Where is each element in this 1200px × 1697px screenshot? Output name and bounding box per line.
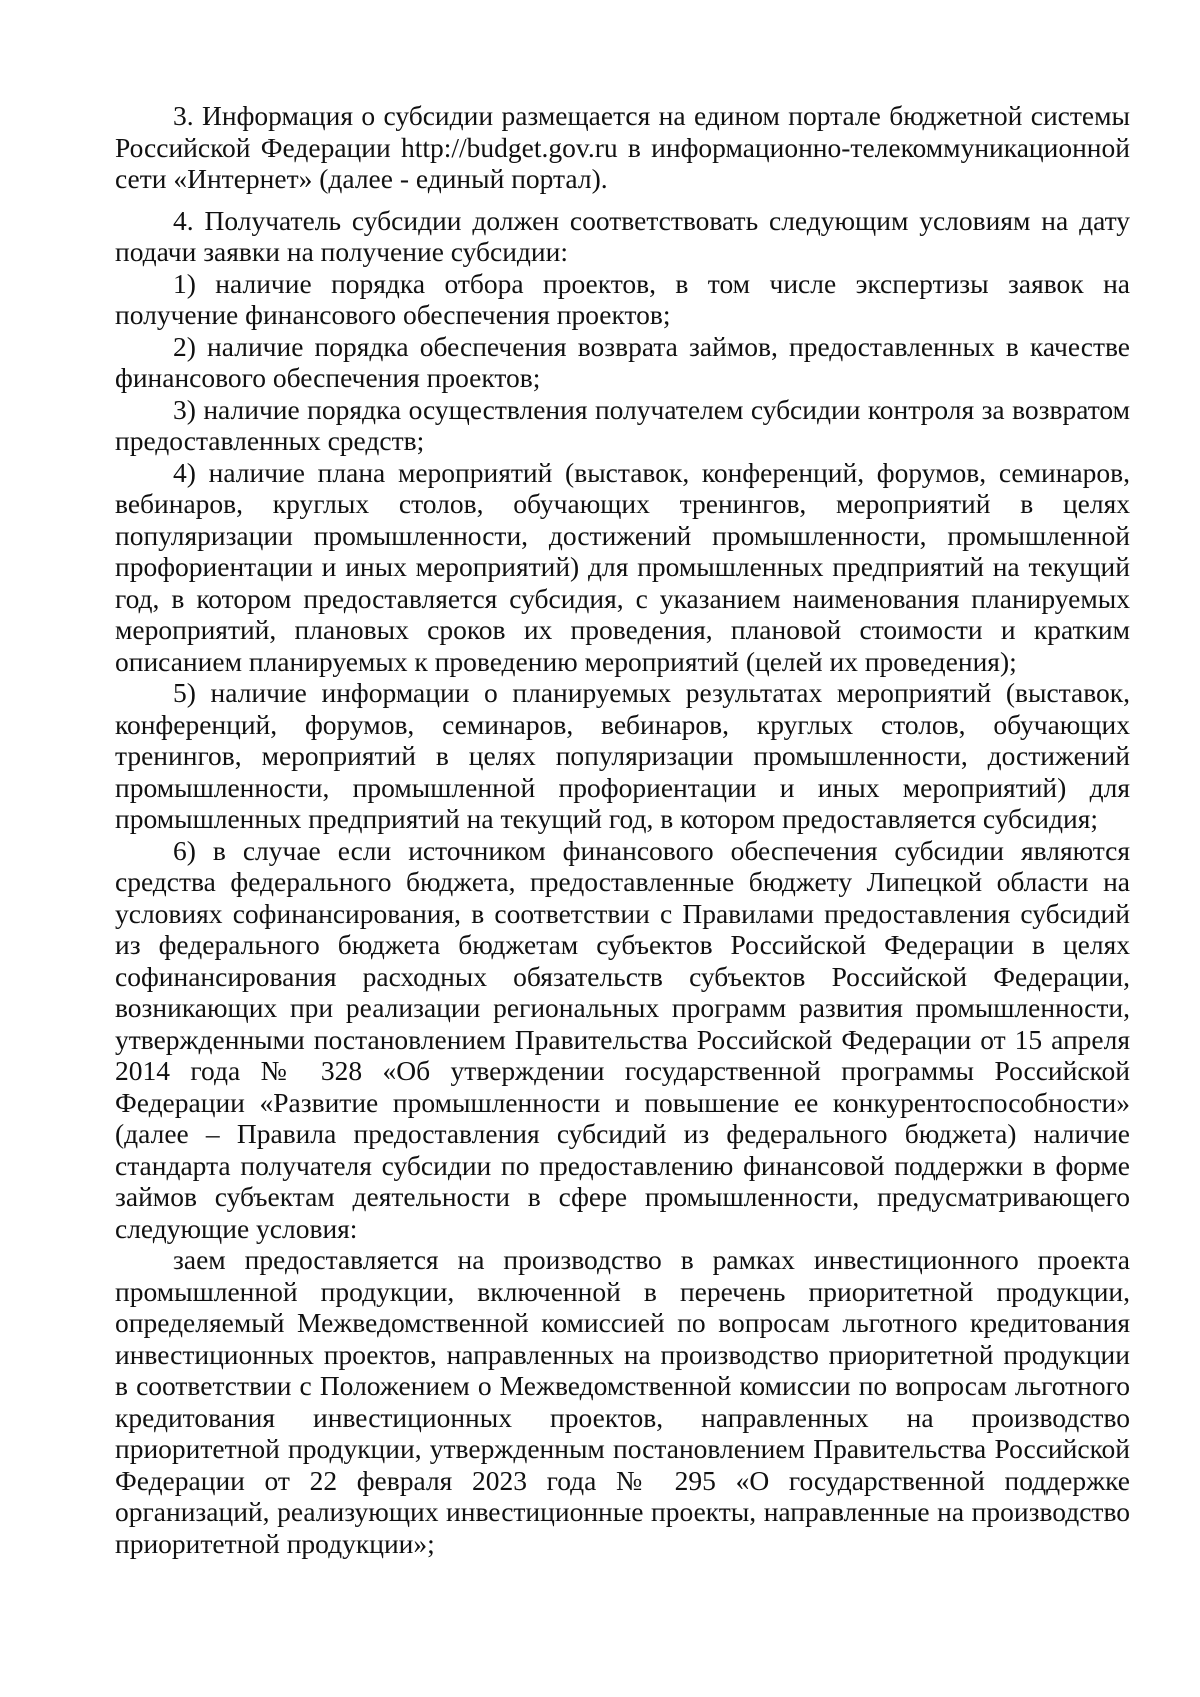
list-item-5: 5) наличие информации о планируемых результатах мероприятий (выставок, конференций, форумов, семинаров, вебинаров, круглых столов, обучающих тренингов, мероприятий в целях популяризации промышленности, достижений промышленности, промышленной профориентации и иных мероприятий) для промышленных предприятий на текущий год, в котором предоставляется субсидия; [115,677,1130,834]
paragraph-3-info: 3. Информация о субсидии размещается на едином портале бюджетной системы Российской Федерации http://budget.gov.ru в информационно-телекоммуникационной сети «Интернет» (далее - единый портал). [115,100,1130,194]
list-item-6: 6) в случае если источником финансового обеспечения субсидии являются средства федерального бюджета, предоставленные бюджету Липецкой области на условиях софинансирования, в соответствии с Правилами предоставления субсидий из федерального бюджета бюджетам субъектов Российской Федерации в целях софинансирования расходных обязательств субъектов Российской Федерации, возникающих при реализации региональных программ развития промышленности, утвержденными постановлением Правительства Российской Федерации от 15 апреля 2014 года № 328 «Об утверждении государственной программы Российской Федерации «Развитие промышленности и повышение ее конкурентоспособности» (далее – Правила предоставления субсидий из федерального бюджета) наличие стандарта получателя субсидии по предоставлению финансовой поддержки в форме займов субъектам деятельности в сфере промышленности, предусматривающего следующие условия: [115,834,1130,1244]
paragraph-4-conditions: 4. Получатель субсидии должен соответствовать следующим условиям на дату подачи заявки на получение субсидии: [115,204,1130,267]
list-item-2: 2) наличие порядка обеспечения возврата займов, предоставленных в качестве финансового обеспечения проектов; [115,330,1130,393]
list-item-1: 1) наличие порядка отбора проектов, в том числе экспертизы заявок на получение финансового обеспечения проектов; [115,267,1130,330]
list-item-3: 3) наличие порядка осуществления получателем субсидии контроля за возвратом предоставленных средств; [115,393,1130,456]
loan-condition-paragraph: заем предоставляется на производство в рамках инвестиционного проекта промышленной продукции, включенной в перечень приоритетной продукции, определяемый Межведомственной комиссией по вопросам льготного кредитования инвестиционных проектов, направленных на производство приоритетной продукции в соответствии с Положением о Межведомственной комиссии по вопросам льготного кредитования инвестиционных проектов, направленных на производство приоритетной продукции, утвержденным постановлением Правительства Российской Федерации от 22 февраля 2023 года № 295 «О государственной поддержке организаций, реализующих инвестиционные проекты, направленные на производство приоритетной продукции»; [115,1244,1130,1559]
list-item-4: 4) наличие плана мероприятий (выставок, конференций, форумов, семинаров, вебинаров, круглых столов, обучающих тренингов, мероприятий в целях популяризации промышленности, достижений промышленности, промышленной профориентации и иных мероприятий) для промышленных предприятий на текущий год, в котором предоставляется субсидия, с указанием наименования планируемых мероприятий, плановых сроков их проведения, плановой стоимости и кратким описанием планируемых к проведению мероприятий (целей их проведения); [115,456,1130,677]
document-page [115,100,1130,1559]
